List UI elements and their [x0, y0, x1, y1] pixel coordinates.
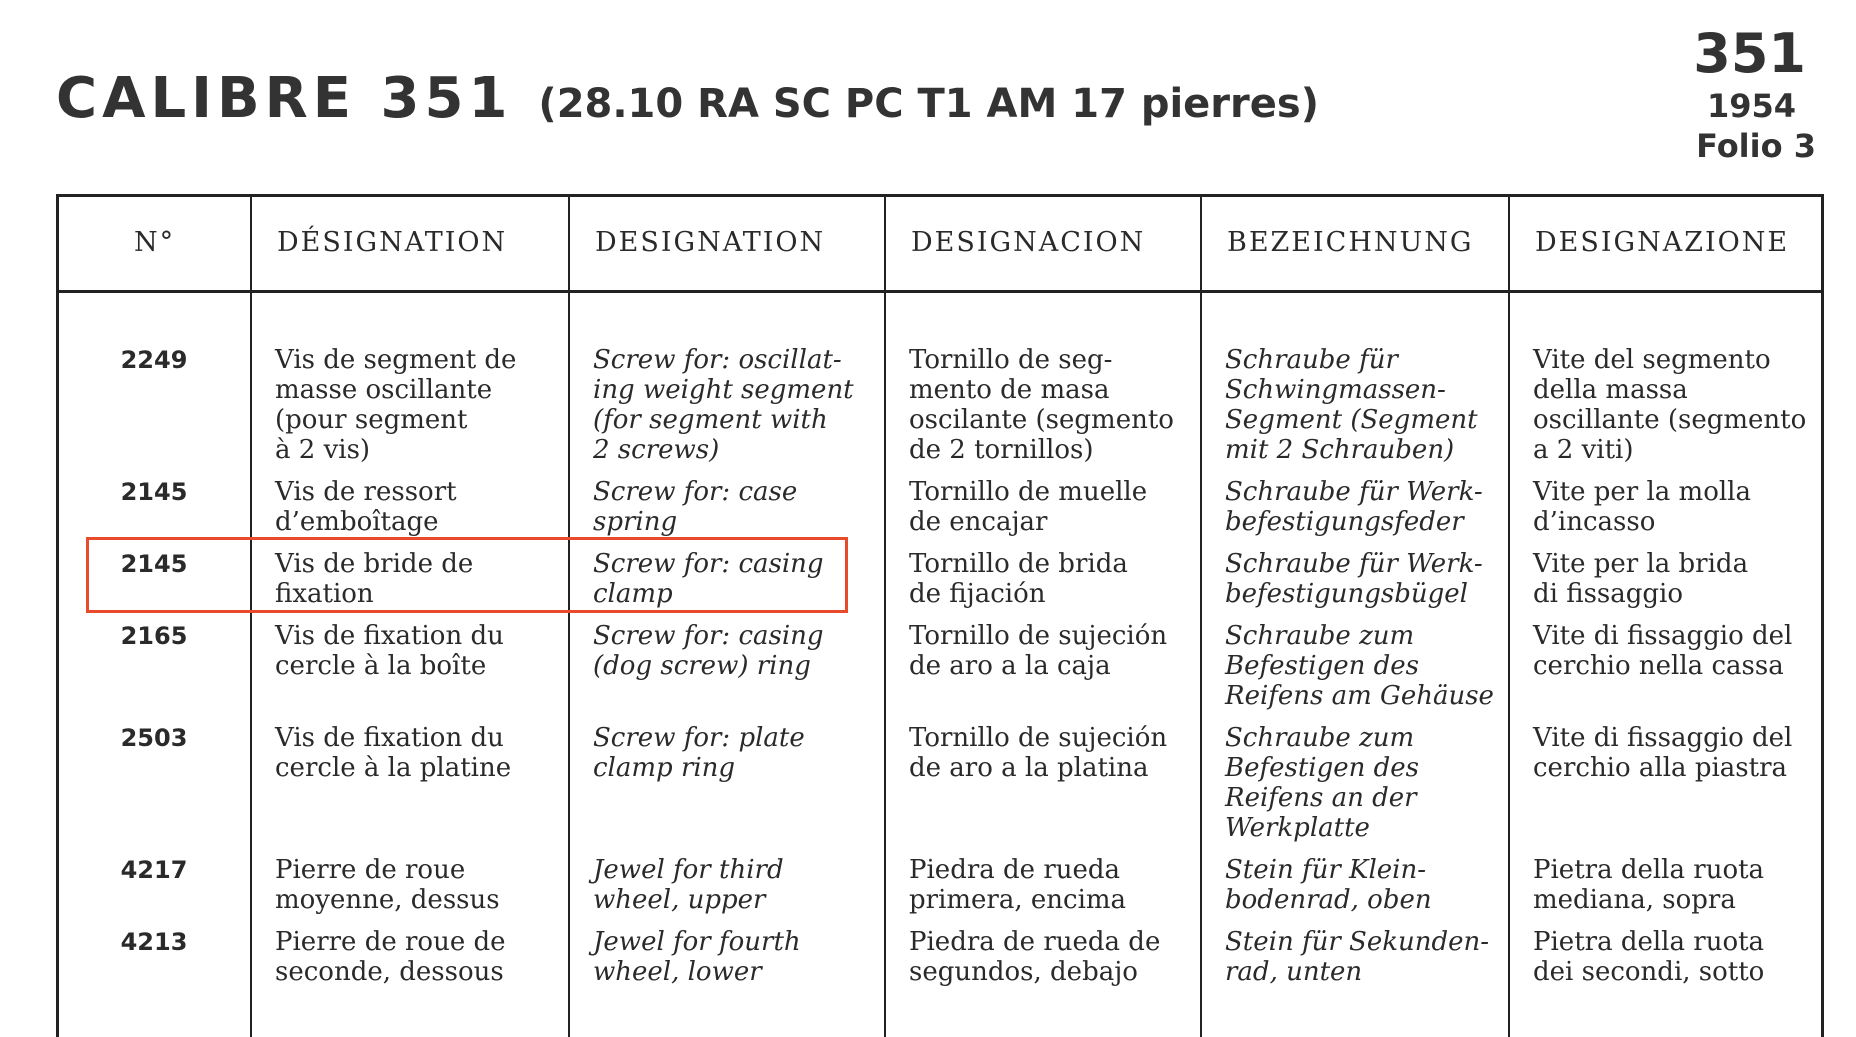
part-number: 2503 [120, 724, 188, 752]
designation-es: Tornillo de muelle de encajar [909, 477, 1148, 537]
designation-de: Schraube für Schwingmassen- Segment (Segment mit 2 Schrauben) [1225, 345, 1478, 465]
designation-de: Schraube für Werk- befestigungsbügel [1225, 549, 1483, 609]
designation-it: Pietra della ruota mediana, sopra [1533, 855, 1765, 915]
header-divider [59, 290, 1821, 293]
parts-table [56, 194, 1824, 1037]
calibre-title: CALIBRE 351 [56, 66, 513, 131]
designation-en: Screw for: oscillat- ing weight segment (for segment with 2 screws) [593, 345, 854, 465]
calibre-subtitle: (28.10 RA SC PC T1 AM 17 pierres) [538, 81, 1319, 127]
designation-en: Screw for: plate clamp ring [593, 723, 805, 783]
page-title [56, 66, 1319, 131]
part-number: 2165 [120, 622, 188, 650]
designation-it: Vite di fissaggio del cerchio alla piastra [1533, 723, 1793, 783]
designation-es: Tornillo de sujeción de aro a la platina [909, 723, 1168, 783]
part-number: 4213 [120, 928, 188, 956]
corner-reference [1693, 22, 1816, 166]
designation-it: Vite per la molla d’incasso [1533, 477, 1751, 537]
designation-de: Schraube für Werk- befestigungsfeder [1225, 477, 1483, 537]
designation-es: Tornillo de seg- mento de masa oscilante (segmento de 2 tornillos) [909, 345, 1174, 465]
designation-fr: Vis de fixation du cercle à la boîte [275, 621, 504, 681]
corner-folio: Folio 3 [1696, 127, 1816, 165]
column-divider [1200, 197, 1202, 1037]
designation-de: Schraube zum Befestigen des Reifens an der Werkplatte [1225, 723, 1420, 843]
designation-de: Stein für Sekunden- rad, unten [1225, 927, 1490, 987]
designation-it: Vite per la brida di fissaggio [1533, 549, 1749, 609]
column-divider [568, 197, 570, 1037]
column-header-spanish: DESIGNACION [911, 227, 1146, 258]
designation-en: Screw for: casing clamp [593, 549, 824, 609]
designation-en: Screw for: casing (dog screw) ring [593, 621, 824, 681]
designation-fr: Pierre de roue moyenne, dessus [275, 855, 500, 915]
part-number: 2145 [120, 478, 188, 506]
designation-es: Tornillo de brida de fijación [909, 549, 1128, 609]
designation-es: Piedra de rueda primera, encima [909, 855, 1127, 915]
designation-fr: Vis de segment de masse oscillante (pour segment à 2 vis) [275, 345, 517, 465]
designation-it: Pietra della ruota dei secondi, sotto [1533, 927, 1765, 987]
column-header-number: N° [133, 227, 176, 258]
column-divider [250, 197, 252, 1037]
column-divider [1508, 197, 1510, 1037]
part-number: 4217 [120, 856, 188, 884]
designation-en: Screw for: case spring [593, 477, 798, 537]
column-header-french: DÉSIGNATION [277, 227, 508, 258]
column-header-italian: DESIGNAZIONE [1535, 227, 1790, 258]
designation-es: Piedra de rueda de segundos, debajo [909, 927, 1161, 987]
highlight-box [86, 537, 848, 613]
corner-number: 351 [1693, 22, 1806, 85]
column-header-english: DESIGNATION [595, 227, 826, 258]
designation-en: Jewel for fourth wheel, lower [593, 927, 801, 987]
designation-es: Tornillo de sujeción de aro a la caja [909, 621, 1168, 681]
column-header-german: BEZEICHNUNG [1227, 227, 1474, 258]
designation-it: Vite di fissaggio del cerchio nella cassa [1533, 621, 1793, 681]
designation-it: Vite del segmento della massa oscillante (segmento a 2 viti) [1533, 345, 1807, 465]
part-number: 2145 [120, 550, 188, 578]
designation-fr: Vis de ressort d’emboîtage [275, 477, 457, 537]
corner-year: 1954 [1706, 87, 1796, 125]
designation-fr: Pierre de roue de seconde, dessous [275, 927, 506, 987]
part-number: 2249 [120, 346, 188, 374]
column-divider [884, 197, 886, 1037]
designation-en: Jewel for third wheel, upper [593, 855, 784, 915]
designation-de: Stein für Klein- bodenrad, oben [1225, 855, 1432, 915]
designation-de: Schraube zum Befestigen des Reifens am Gehäuse [1225, 621, 1494, 711]
designation-fr: Vis de bride de fixation [275, 549, 474, 609]
designation-fr: Vis de fixation du cercle à la platine [275, 723, 512, 783]
